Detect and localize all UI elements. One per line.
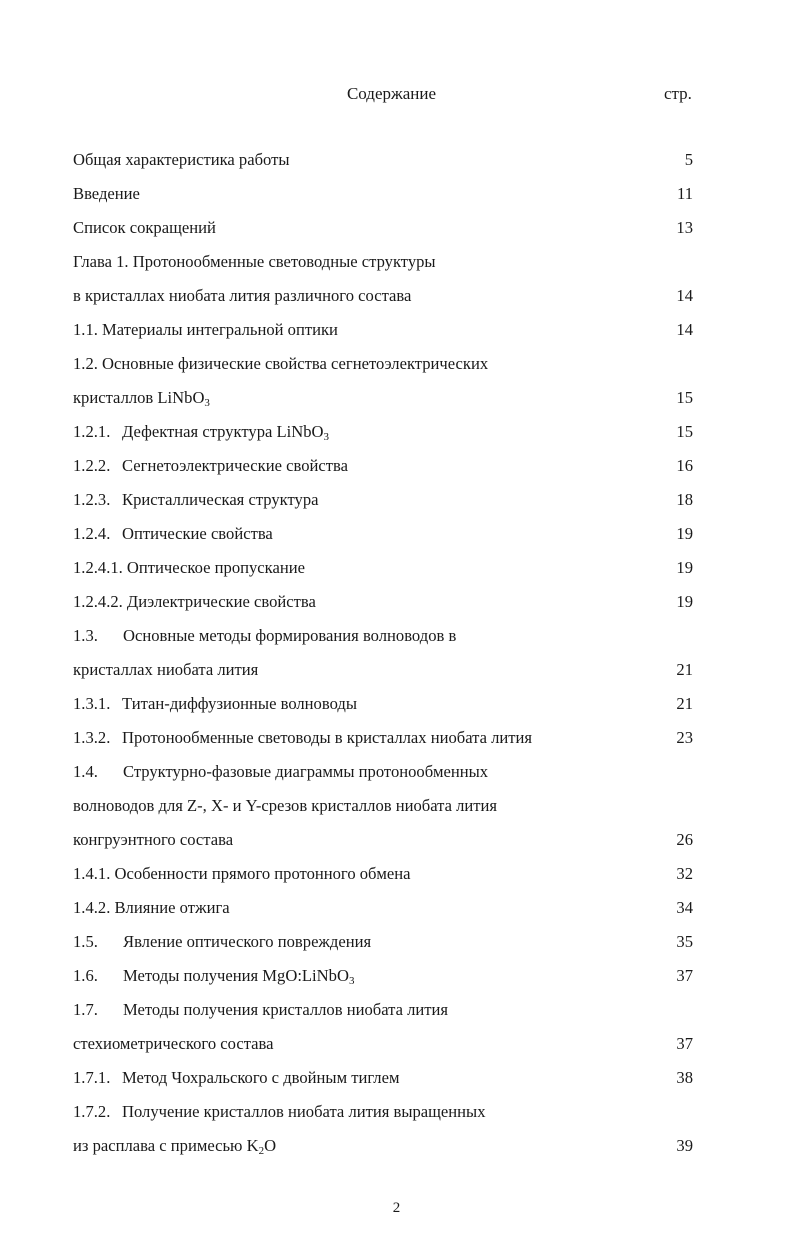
toc-entry [73, 486, 693, 520]
toc-entry [73, 724, 693, 758]
toc-entry [73, 996, 693, 1030]
toc-entry-page: 13 [676, 218, 693, 237]
toc-entry-text: Протонообменные световоды в кристаллах ниобата лития [122, 728, 533, 747]
toc-entry-page: 11 [677, 184, 693, 203]
toc-entry-text: кристаллах ниобата лития [73, 660, 259, 679]
toc-entry-number: 1.6. [73, 966, 98, 985]
table-of-contents [73, 146, 693, 1166]
toc-entry [73, 1132, 693, 1166]
toc-entry-page: 19 [676, 592, 693, 611]
toc-entry-number: 1.2.3. [73, 490, 111, 509]
toc-entry [73, 588, 693, 622]
toc-entry [73, 418, 693, 452]
toc-entry-text: Оптические свойства [122, 524, 273, 543]
toc-entry-text: Основные методы формирования волноводов в [123, 626, 457, 645]
toc-entry-text: из расплава с примесью K [73, 1136, 259, 1155]
toc-entry-number: 1.2.4. [73, 524, 111, 543]
toc-entry-page: 37 [676, 1034, 693, 1053]
toc-entry-page: 19 [676, 524, 693, 543]
toc-entry-page: 23 [676, 728, 693, 747]
toc-entry-label [73, 214, 216, 242]
toc-entry-text: Список сокращений [73, 218, 216, 237]
toc-entry-text: Получение кристаллов ниобата лития выращенных [122, 1102, 486, 1121]
toc-entry-number: 1.3. [73, 626, 98, 645]
toc-entry-label [73, 622, 456, 650]
toc-entry [73, 282, 693, 316]
toc-entry-text: кристаллов LiNbO [73, 388, 205, 407]
toc-entry-number: 1.2.2. [73, 456, 111, 475]
toc-entry-label [73, 1030, 274, 1058]
toc-entry-page: 26 [676, 830, 693, 849]
toc-entry-subscript: 3 [323, 431, 330, 443]
toc-entry-label [73, 826, 233, 854]
toc-entry [73, 452, 693, 486]
toc-entry-label [73, 350, 488, 378]
toc-entry-number: 1.2.1. [73, 422, 111, 441]
toc-entry-label [73, 316, 338, 344]
toc-entry-label [73, 146, 290, 174]
toc-entry [73, 622, 693, 656]
toc-entry-number: 1.4. [73, 762, 98, 781]
toc-entry-label [73, 690, 357, 718]
toc-entry-label [73, 588, 316, 616]
toc-entry-label [73, 452, 348, 480]
toc-entry-page: 15 [676, 422, 693, 441]
toc-entry-text: Сегнетоэлектрические свойства [122, 456, 348, 475]
toc-entry-text: конгруэнтного состава [73, 830, 234, 849]
toc-entry-label [73, 962, 354, 990]
toc-entry-number: 1.3.1. [73, 694, 111, 713]
toc-entry-label [73, 928, 371, 956]
toc-entry-subscript: 2 [258, 1145, 265, 1157]
toc-entry-page: 14 [676, 286, 693, 305]
toc-entry [73, 860, 693, 894]
toc-entry [73, 894, 693, 928]
toc-entry-label [73, 894, 230, 922]
toc-entry-label [73, 1098, 486, 1126]
toc-entry-label [73, 656, 258, 684]
toc-entry-text: Явление оптического повреждения [123, 932, 372, 951]
toc-entry-page: 21 [676, 694, 693, 713]
toc-entry-text: стехиометрического состава [73, 1034, 274, 1053]
toc-entry-page: 14 [676, 320, 693, 339]
toc-entry [73, 520, 693, 554]
toc-entry-label [73, 860, 410, 888]
toc-entry-label [73, 282, 411, 310]
toc-entry-text: Структурно-фазовые диаграммы протонообменных [123, 762, 489, 781]
toc-entry [73, 1064, 693, 1098]
toc-entry-number: 1.7.1. [73, 1068, 111, 1087]
toc-entry-text: Метод Чохральского с двойным тиглем [122, 1068, 400, 1087]
toc-entry-text-suffix: O [264, 1136, 277, 1155]
toc-entry-page: 39 [676, 1136, 693, 1155]
toc-entry-text: Дефектная структура LiNbO [122, 422, 324, 441]
toc-entry-text: Кристаллическая структура [122, 490, 319, 509]
toc-entry-text: Общая характеристика работы [73, 150, 290, 169]
toc-entry-label [73, 1064, 399, 1092]
toc-entry [73, 554, 693, 588]
toc-entry [73, 1030, 693, 1064]
toc-entry [73, 826, 693, 860]
page-number: 2 [392, 1200, 401, 1216]
toc-entry-label [73, 996, 448, 1024]
toc-entry [73, 1098, 693, 1132]
toc-entry-page: 18 [676, 490, 693, 509]
toc-entry [73, 792, 693, 826]
toc-entry-label [73, 520, 273, 548]
toc-entry-page: 21 [676, 660, 693, 679]
toc-entry [73, 214, 693, 248]
toc-entry-text: в кристаллах ниобата лития различного состава [73, 286, 412, 305]
toc-entry-label [73, 792, 497, 820]
toc-entry [73, 316, 693, 350]
toc-entry-label [73, 418, 329, 446]
toc-entry-subscript: 3 [204, 397, 210, 409]
toc-entry-page: 19 [676, 558, 693, 577]
toc-entry [73, 690, 693, 724]
toc-entry [73, 928, 693, 962]
toc-entry-text: 1.2.4.2. Диэлектрические свойства [73, 592, 316, 611]
toc-entry-page: 32 [676, 864, 693, 883]
toc-entry-text: Титан-диффузионные волноводы [122, 694, 357, 713]
toc-entry-number: 1.3.2. [73, 728, 111, 747]
page-title: Содержание [346, 84, 437, 103]
toc-entry [73, 656, 693, 690]
toc-entry-page: 38 [676, 1068, 693, 1087]
toc-entry-text: волноводов для Z-, X- и Y-срезов кристаллов ниобата лития [73, 796, 498, 815]
toc-entry-label [73, 1132, 276, 1160]
toc-entry-label [73, 486, 319, 514]
toc-entry-text: Глава 1. Протонообменные световодные структуры [73, 252, 436, 271]
toc-entry [73, 758, 693, 792]
toc-entry [73, 180, 693, 214]
toc-entry-label [73, 384, 210, 412]
toc-entry-page: 15 [676, 388, 693, 407]
toc-entry-number: 1.7. [73, 1000, 98, 1019]
toc-entry [73, 962, 693, 996]
toc-entry-label [73, 724, 532, 752]
toc-entry-text: 1.2. Основные физические свойства сегнетоэлектрических [73, 354, 489, 373]
toc-entry-page: 37 [676, 966, 693, 985]
toc-entry-label [73, 248, 436, 276]
toc-entry-page: 5 [684, 150, 693, 169]
toc-entry-text: 1.2.4.1. Оптическое пропускание [73, 558, 305, 577]
toc-entry-text: 1.4.2. Влияние отжига [73, 898, 230, 917]
toc-entry-text: 1.1. Материалы интегральной оптики [73, 320, 338, 339]
toc-entry-text: Методы получения MgO:LiNbO [123, 966, 349, 985]
toc-entry [73, 384, 693, 418]
toc-entry [73, 146, 693, 180]
toc-entry-number: 1.5. [73, 932, 98, 951]
toc-entry-number: 1.7.2. [73, 1102, 111, 1121]
toc-entry-text: Методы получения кристаллов ниобата лития [123, 1000, 449, 1019]
toc-entry-label [73, 180, 140, 208]
toc-entry-label [73, 758, 488, 786]
toc-entry-page: 35 [676, 932, 693, 951]
toc-entry-subscript: 3 [348, 975, 355, 987]
toc-entry [73, 248, 693, 282]
toc-entry-text: Введение [73, 184, 140, 203]
page-column-label: стр. [664, 84, 692, 103]
toc-entry [73, 350, 693, 384]
toc-entry-page: 34 [676, 898, 693, 917]
toc-entry-label [73, 554, 305, 582]
toc-entry-page: 16 [676, 456, 693, 475]
toc-entry-text: 1.4.1. Особенности прямого протонного обмена [73, 864, 411, 883]
